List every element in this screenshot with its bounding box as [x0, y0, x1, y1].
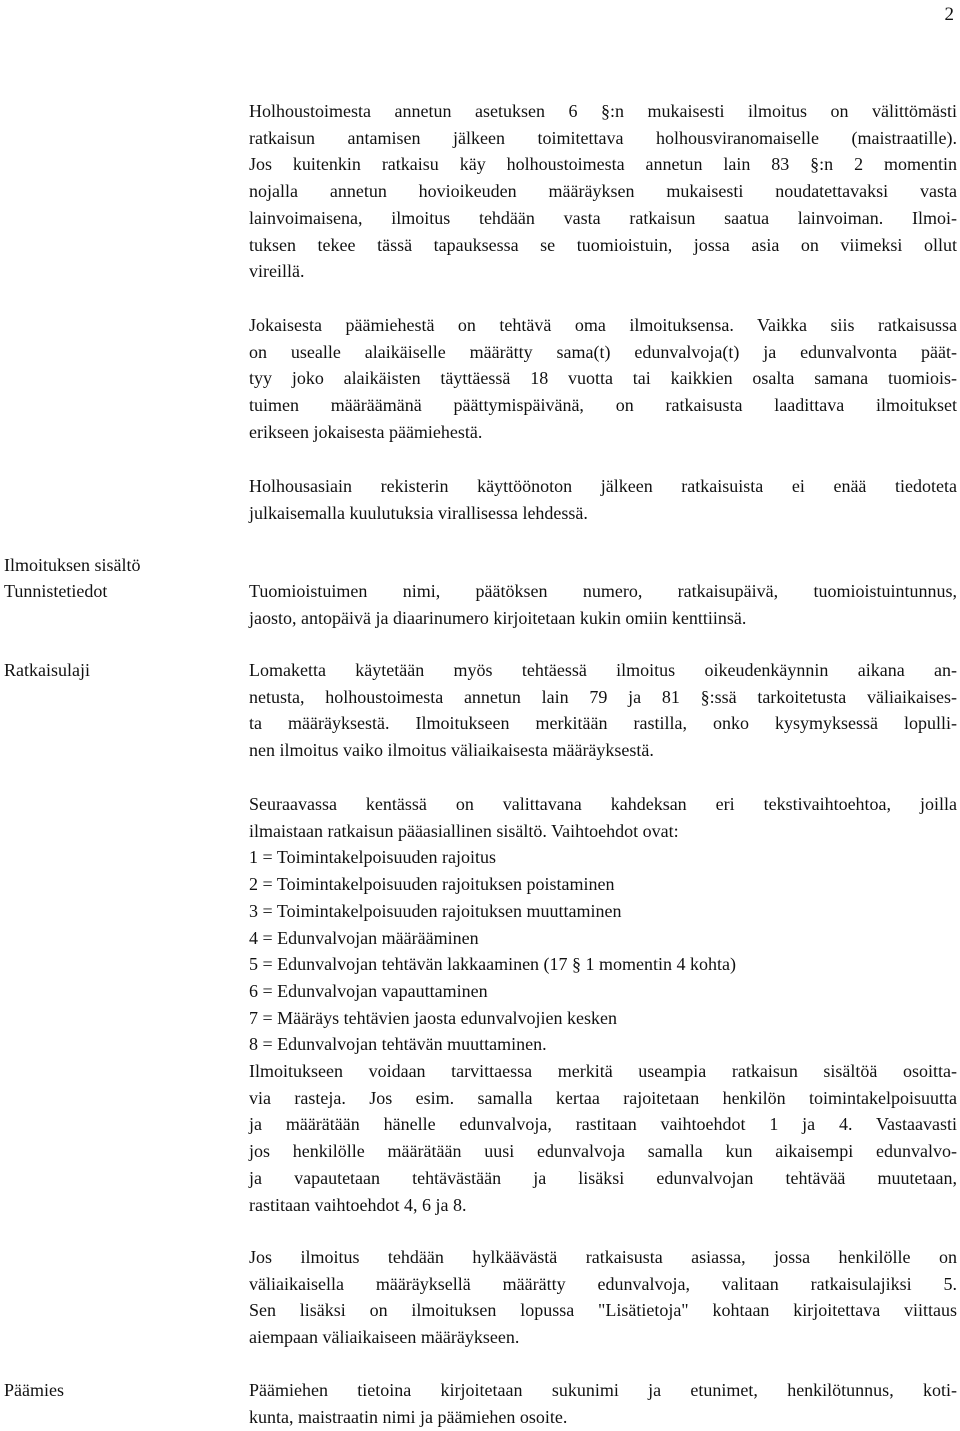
text-line: jaosto, antopäivä ja diaarinumero kirjoitetaan kukin omiin kenttiinsä.: [249, 607, 747, 628]
text-line: ilmaistaan ratkaisun pääasiallinen sisältö. Vaihtoehdot ovat:: [249, 820, 679, 841]
text-line: Holhoustoimesta annetun asetuksen 6 §:n mukaisesti ilmoitus on välittömästi: [249, 101, 957, 121]
list-item: 4 = Edunvalvojan määrääminen: [249, 927, 479, 948]
paragraph-rejection: [249, 1244, 957, 1351]
text-line: rastitaan vaihtoehdot 4, 6 ja 8.: [249, 1194, 467, 1215]
text-line: on usealle alaikäiselle määrätty sama(t) edunvalvoja(t) ja edunvalvonta päät-: [249, 341, 957, 362]
list-item: 1 = Toimintakelpoisuuden rajoitus: [249, 847, 497, 868]
list-item: 6 = Edunvalvojan vapauttaminen: [249, 980, 488, 1001]
text-line: aiempaan väliaikaiseen määräykseen.: [249, 1327, 520, 1348]
list-item: 2 = Toimintakelpoisuuden rajoituksen poistaminen: [249, 874, 615, 895]
text-line: Päämiehen tietoina kirjoitetaan sukunimi ja etunimet, henkilötunnus, koti-: [249, 1380, 957, 1400]
label-identification: Tunnistetiedot: [4, 581, 108, 601]
text-line: Holhousasiain rekisterin käyttöönoton jälkeen ratkaisuista ei enää tiedoteta: [249, 476, 957, 496]
text-line: erikseen jokaisesta päämiehestä.: [249, 421, 483, 442]
text-line: tuimen määräämänä päättymispäivänä, on ratkaisusta laadittava ilmoitukset: [249, 395, 957, 416]
text-line: via rasteja. Jos esim. samalla kertaa rajoitetaan henkilön toimintakelpoisuutta: [249, 1087, 957, 1108]
paragraph-principal: [249, 1377, 957, 1430]
text-line: netusta, holhoustoimesta annetun lain 79 ja 81 §:ssä tarkoitetusta väliaikaises-: [249, 686, 957, 707]
page-number: 2: [944, 4, 954, 25]
text-line: vireillä.: [249, 261, 305, 282]
text-line: ratkaisun antamisen jälkeen toimitettava holhousviranomaiselle (maistraatille).: [249, 127, 957, 148]
text-line: ta määräyksestä. Ilmoitukseen merkitään rastilla, onko kysymyksessä lopulli-: [249, 713, 957, 734]
text-line: väliaikaisella määräyksellä määrätty edunvalvoja, valitaan ratkaisulajiksi 5.: [249, 1273, 957, 1294]
list-item: 3 = Toimintakelpoisuuden rajoituksen muuttaminen: [249, 900, 622, 921]
text-line: Lomaketta käytetään myös tehtäessä ilmoitus oikeudenkäynnin aikana an-: [249, 660, 957, 680]
text-line: tyy joko alaikäisten täyttäessä 18 vuotta tai kaikkien osalta samana tuomiois-: [249, 368, 957, 389]
paragraph-notification-timing: [249, 98, 957, 285]
section-heading: Ilmoituksen sisältö: [4, 555, 141, 575]
text-line: Jokaisesta päämiehestä on tehtävä oma ilmoituksensa. Vaikka siis ratkaisussa: [249, 315, 957, 335]
list-item: 8 = Edunvalvojan tehtävän muuttaminen.: [249, 1034, 547, 1055]
text-line: Tuomioistuimen nimi, päätöksen numero, ratkaisupäivä, tuomioistuintunnus,: [249, 581, 957, 601]
text-line: Ilmoitukseen voidaan tarvittaessa merkitä useampia ratkaisun sisältöä osoitta-: [249, 1061, 957, 1082]
paragraph-alternatives: [249, 791, 957, 1218]
text-line: Seuraavassa kentässä on valittavana kahdeksan eri tekstivaihtoehtoa, joilla: [249, 794, 957, 814]
text-line: julkaisemalla kuulutuksia virallisessa lehdessä.: [249, 502, 588, 523]
paragraph-identification: [249, 578, 957, 631]
paragraph-register: [249, 473, 957, 526]
text-line: ja vapautetaan tehtävästään ja lisäksi edunvalvojan tehtävää muutetaan,: [249, 1167, 957, 1188]
text-line: nen ilmoitus vaiko ilmoitus väliaikaisesta määräyksestä.: [249, 740, 654, 761]
text-line: ja määrätään hänelle edunvalvoja, rastitaan vaihtoehdot 1 ja 4. Vastaavasti: [249, 1114, 957, 1135]
text-line: nojalla annetun hovioikeuden määräyksen mukaisesti noudatettavaksi vasta: [249, 181, 957, 202]
list-item: 5 = Edunvalvojan tehtävän lakkaaminen (17 § 1 momentin 4 kohta): [249, 954, 737, 975]
text-line: lainvoimaisena, ilmoitus tehdään vasta ratkaisun saatua lainvoiman. Ilmoi-: [249, 207, 957, 228]
paragraph-one-per-principal: [249, 312, 957, 446]
text-line: kunta, maistraatin nimi ja päämiehen osoite.: [249, 1406, 568, 1427]
label-decision-type: Ratkaisulaji: [4, 660, 90, 680]
label-principal: Päämies: [4, 1380, 64, 1400]
text-line: Jos ilmoitus tehdään hylkäävästä ratkaisusta asiassa, jossa henkilölle on: [249, 1247, 957, 1267]
text-line: tuksen tekee tässä tapauksessa se tuomioistuin, jossa asia on viimeksi ollut: [249, 234, 957, 255]
text-line: jos henkilölle määrätään uusi edunvalvoja samalla kun aikaisempi edunvalvo-: [249, 1141, 957, 1162]
text-line: Sen lisäksi on ilmoituksen lopussa "Lisätietoja" kohtaan kirjoitettava viittaus: [249, 1300, 957, 1321]
text-line: Jos kuitenkin ratkaisu käy holhoustoimesta annetun lain 83 §:n 2 momentin: [249, 154, 957, 175]
list-item: 7 = Määräys tehtävien jaosta edunvalvojien kesken: [249, 1007, 618, 1028]
paragraph-decision-type: [249, 657, 957, 764]
